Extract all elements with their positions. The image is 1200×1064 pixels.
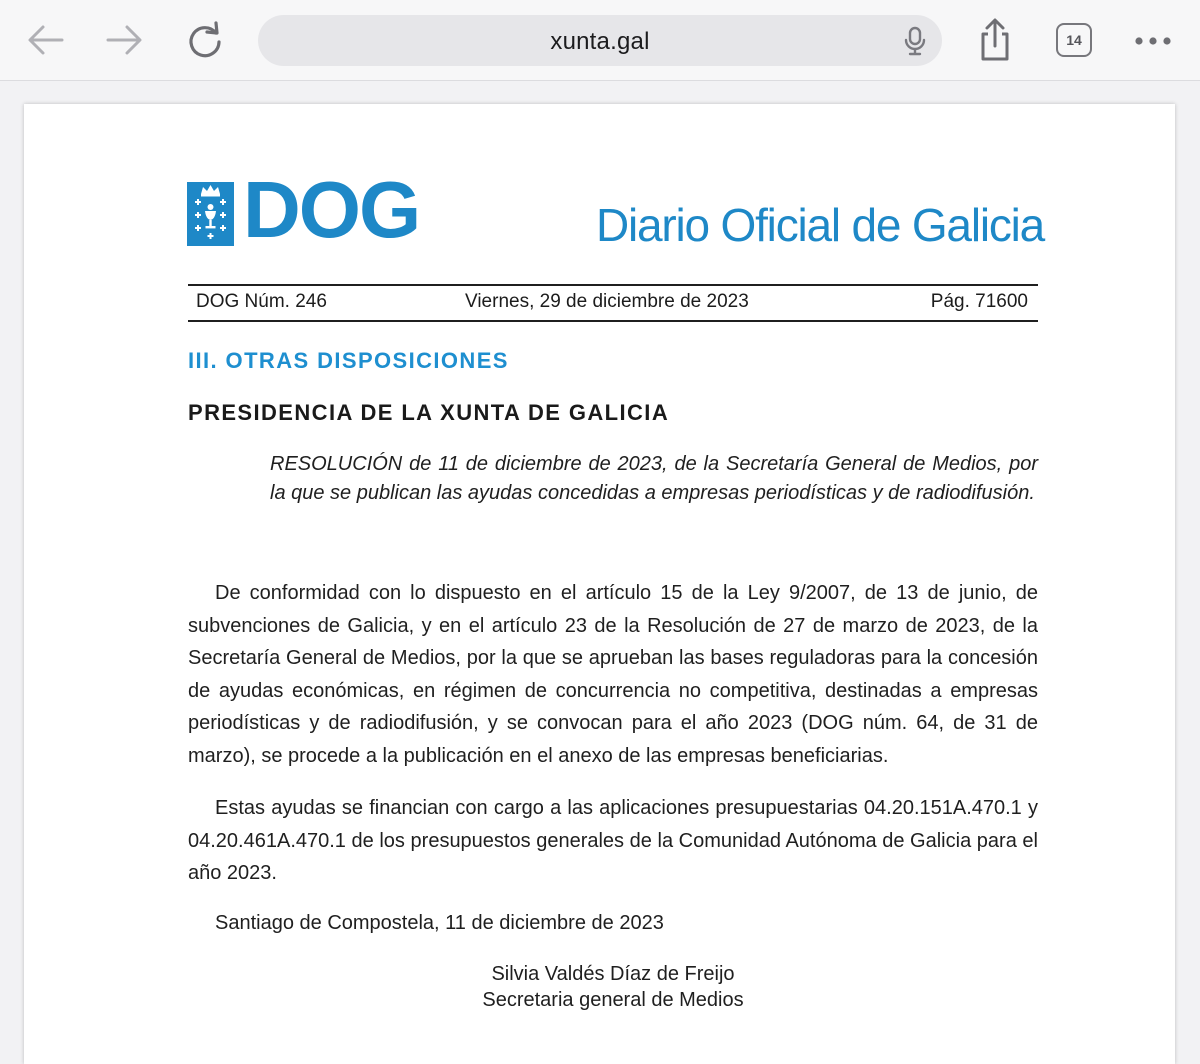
microphone-button[interactable] bbox=[902, 26, 928, 56]
signatory-name: Silvia Valdés Díaz de Freijo bbox=[491, 963, 735, 985]
section-heading: III. OTRAS DISPOSICIONES bbox=[188, 348, 509, 373]
issue-number: DOG Núm. 246 bbox=[196, 291, 327, 312]
resolution-title: RESOLUCIÓN de 11 de diciembre de 2023, de la Secretaría General de Medios, por la que se publican las ayudas concedidas a empresas periodísticas y de radiodifusión. bbox=[270, 453, 1038, 504]
more-icon bbox=[1133, 35, 1173, 47]
organization-heading: PRESIDENCIA DE LA XUNTA DE GALICIA bbox=[188, 400, 670, 425]
forward-arrow-icon bbox=[104, 23, 144, 57]
tabs-icon: 14 bbox=[1056, 23, 1092, 57]
microphone-icon bbox=[902, 26, 928, 56]
more-button[interactable] bbox=[1130, 24, 1176, 58]
place-and-date: Santiago de Compostela, 11 de diciembre de 2023 bbox=[215, 912, 664, 934]
address-bar[interactable] bbox=[258, 15, 942, 66]
back-arrow-icon bbox=[26, 23, 66, 57]
share-button[interactable] bbox=[972, 16, 1018, 64]
issue-date: Viernes, 29 de diciembre de 2023 bbox=[465, 291, 749, 312]
browser-toolbar bbox=[0, 0, 1200, 81]
page-number: Pág. 71600 bbox=[930, 291, 1028, 312]
share-icon bbox=[975, 17, 1015, 63]
tabs-button[interactable] bbox=[1054, 22, 1094, 58]
body-paragraph: Estas ayudas se financian con cargo a las aplicaciones presupuestarias 04.20.151A.470.1 y 04.20.461A.470.1 de los presupuestos generales de la Comunidad Autónoma de Galicia para el año 2023. bbox=[188, 797, 1038, 884]
document-page bbox=[24, 104, 1175, 1064]
url-text[interactable]: xunta.gal bbox=[550, 28, 650, 55]
forward-button[interactable] bbox=[102, 20, 146, 60]
publication-title: Diario Oficial de Galicia bbox=[596, 199, 1045, 251]
reload-icon bbox=[185, 20, 225, 60]
body-paragraph: De conformidad con lo dispuesto en el artículo 15 de la Ley 9/2007, de 13 de junio, de subvenciones de Galicia, y en el artículo 23 de la Resolución de 27 de marzo de 2023, de la Secretaría General de Medios, por la que se aprueban las bases reguladoras para la concesión de ayudas económicas, en régimen de concurrencia no competitiva, destinadas a empresas periodísticas y de radiodifusión, y se convocan para el año 2023 (DOG núm. 64, de 31 de marzo), se procede a la publicación en el anexo de las empresas beneficiarias. bbox=[188, 582, 1038, 767]
back-button[interactable] bbox=[24, 20, 68, 60]
signatory-role: Secretaria general de Medios bbox=[482, 989, 744, 1011]
reload-button[interactable] bbox=[182, 18, 228, 62]
issue-header bbox=[188, 284, 1038, 322]
dog-logo-text: DOG bbox=[243, 165, 420, 254]
